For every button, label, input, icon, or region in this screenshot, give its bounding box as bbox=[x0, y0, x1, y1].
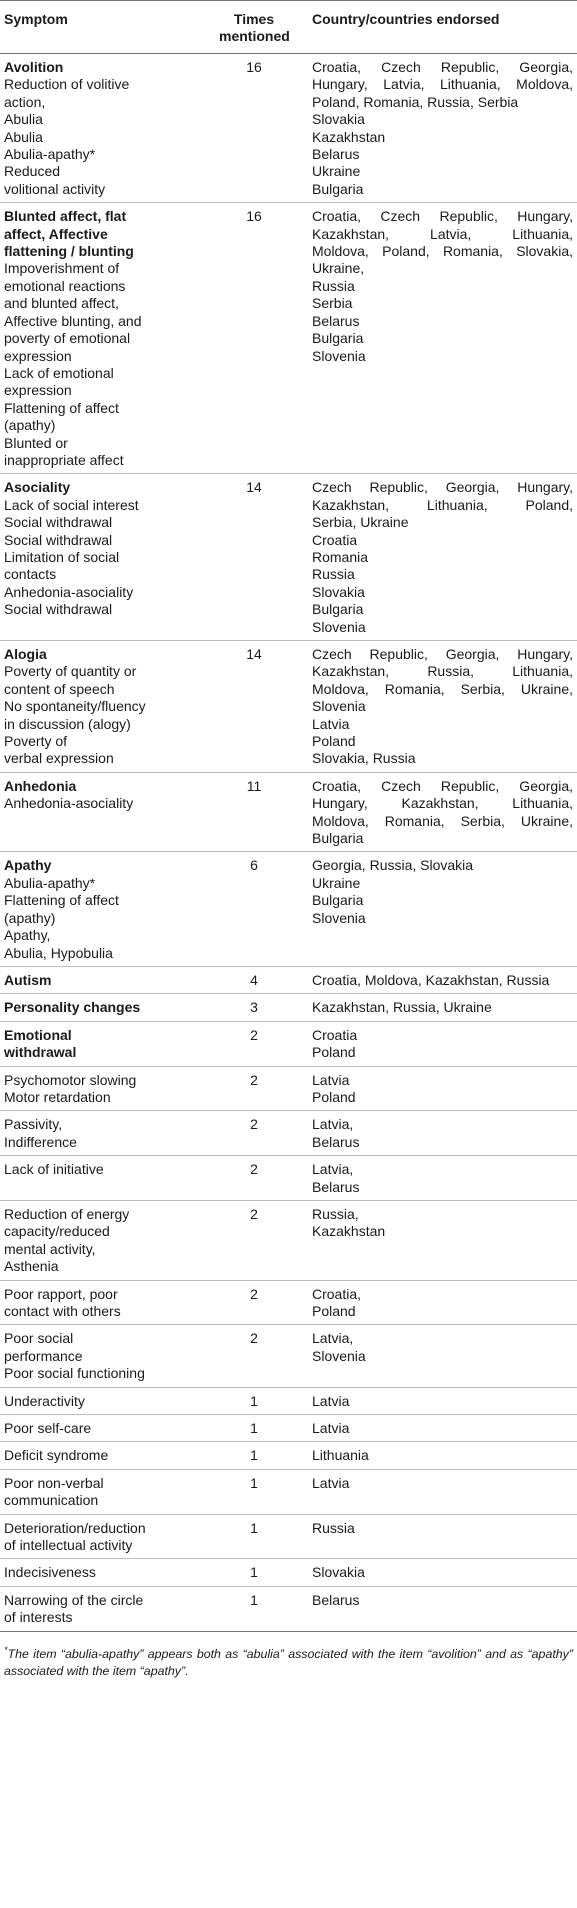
cell-countries bbox=[308, 852, 577, 966]
symptom-variant: volitional activity bbox=[4, 180, 106, 197]
cell-symptom bbox=[0, 1586, 200, 1631]
header-times-mentioned-text: Times mentioned bbox=[219, 11, 290, 44]
symptom-variant: expression bbox=[4, 347, 72, 364]
symptom-variant: inappropriate affect bbox=[4, 451, 124, 468]
cell-countries bbox=[308, 641, 577, 773]
country-line: Croatia bbox=[312, 531, 358, 548]
cell-countries bbox=[308, 966, 577, 993]
cell-countries bbox=[308, 1469, 577, 1514]
cell-times-mentioned: 2 bbox=[200, 1066, 308, 1111]
table-row bbox=[0, 994, 577, 1021]
table-row bbox=[0, 1325, 577, 1387]
cell-countries bbox=[308, 1415, 577, 1442]
cell-symptom bbox=[0, 1156, 200, 1201]
symptom-variant: Indecisiveness bbox=[4, 1564, 96, 1581]
cell-countries bbox=[308, 1514, 577, 1559]
symptom-heading: Apathy bbox=[4, 857, 52, 874]
country-line: Slovenia bbox=[312, 909, 366, 926]
symptom-variant: of interests bbox=[4, 1609, 73, 1626]
cell-countries bbox=[308, 474, 577, 641]
table-row bbox=[0, 966, 577, 993]
country-line: Moldova, Romania, Serbia, Ukraine, bbox=[312, 812, 573, 829]
symptom-variant: Asthenia bbox=[4, 1258, 59, 1275]
symptom-variant: Deficit syndrome bbox=[4, 1447, 109, 1464]
country-line: Croatia, bbox=[312, 1285, 362, 1302]
cell-symptom bbox=[0, 1415, 200, 1442]
cell-symptom bbox=[0, 1200, 200, 1280]
country-line: Serbia bbox=[312, 295, 353, 312]
country-line: Croatia, Czech Republic, Georgia, bbox=[312, 777, 573, 794]
country-line: Bulgaria bbox=[312, 180, 364, 197]
symptom-heading: Anhedonia bbox=[4, 777, 77, 794]
cell-symptom bbox=[0, 966, 200, 993]
cell-countries bbox=[308, 1111, 577, 1156]
country-line: Czech Republic, Georgia, Hungary, bbox=[312, 646, 573, 662]
country-line: Belarus bbox=[312, 1591, 360, 1608]
footnote-marker: * bbox=[4, 1644, 8, 1655]
symptom-variant: Underactivity bbox=[4, 1392, 85, 1409]
cell-times-mentioned: 14 bbox=[200, 474, 308, 641]
country-line: Slovenia bbox=[312, 1347, 366, 1364]
symptom-variant: Abulia bbox=[4, 111, 43, 128]
country-line: Croatia, Moldova, Kazakhstan, Russia bbox=[312, 971, 550, 988]
symptom-variant: capacity/reduced bbox=[4, 1223, 110, 1240]
table-row bbox=[0, 1586, 577, 1631]
cell-countries bbox=[308, 1559, 577, 1586]
table-row bbox=[0, 1280, 577, 1325]
symptom-variant: emotional reactions bbox=[4, 277, 126, 294]
symptom-variant: Poor social bbox=[4, 1330, 74, 1347]
header-row bbox=[0, 1, 577, 54]
cell-countries bbox=[308, 1200, 577, 1280]
country-line: Ukraine bbox=[312, 874, 361, 891]
cell-times-mentioned: 2 bbox=[200, 1325, 308, 1387]
symptom-heading: Autism bbox=[4, 971, 52, 988]
symptom-variant: Abulia bbox=[4, 128, 43, 145]
table-row bbox=[0, 1387, 577, 1414]
table-row bbox=[0, 641, 577, 773]
cell-symptom bbox=[0, 1559, 200, 1586]
cell-times-mentioned: 2 bbox=[200, 1280, 308, 1325]
cell-times-mentioned: 2 bbox=[200, 1111, 308, 1156]
symptom-variant: No spontaneity/fluency bbox=[4, 698, 146, 715]
country-line: Kazakhstan bbox=[312, 128, 386, 145]
symptom-variant: Lack of emotional bbox=[4, 364, 114, 381]
table-row bbox=[0, 1111, 577, 1156]
country-line: Latvia, bbox=[312, 1116, 354, 1133]
country-line: Hungary, Latvia, Lithuania, Moldova, bbox=[312, 76, 573, 93]
country-line: Croatia bbox=[312, 1026, 358, 1043]
cell-times-mentioned: 2 bbox=[200, 1200, 308, 1280]
country-line: Russia bbox=[312, 277, 355, 294]
country-line: Moldova, Romania, Serbia, Ukraine, bbox=[312, 680, 573, 697]
symptom-variant: Reduction of volitive bbox=[4, 76, 130, 93]
table-row bbox=[0, 1021, 577, 1066]
country-line: Slovenia bbox=[312, 347, 366, 364]
symptom-variant: mental activity, bbox=[4, 1240, 96, 1257]
country-line: Ukraine bbox=[312, 163, 361, 180]
country-line: Slovakia bbox=[312, 1564, 365, 1581]
symptom-variant: Limitation of social bbox=[4, 548, 120, 565]
country-line: Slovenia bbox=[312, 698, 366, 715]
table-row bbox=[0, 852, 577, 966]
country-line: Romania bbox=[312, 548, 369, 565]
country-line: Poland bbox=[312, 1303, 356, 1319]
footnote-text: The item “abulia-apathy” appears both as “abulia” associated with the item “avolition” and as “apathy” associated with the item “apathy”. bbox=[4, 1646, 573, 1678]
symptom-heading: Avolition bbox=[4, 59, 64, 75]
cell-times-mentioned: 2 bbox=[200, 1156, 308, 1201]
country-line: Kazakhstan, Latvia, Lithuania, bbox=[312, 225, 573, 242]
country-line: Georgia, Russia, Slovakia bbox=[312, 857, 474, 874]
country-line: Poland, Romania, Russia, Serbia bbox=[312, 93, 519, 110]
cell-countries bbox=[308, 1586, 577, 1631]
symptom-variant: Lack of initiative bbox=[4, 1161, 104, 1178]
country-line: Slovakia, Russia bbox=[312, 750, 416, 767]
symptom-variant: Social withdrawal bbox=[4, 514, 113, 531]
symptom-variant: Narrowing of the circle bbox=[4, 1591, 144, 1608]
cell-times-mentioned: 11 bbox=[200, 772, 308, 852]
cell-symptom bbox=[0, 1280, 200, 1325]
cell-countries bbox=[308, 1387, 577, 1414]
header-times-mentioned bbox=[200, 1, 308, 54]
country-line: Latvia, bbox=[312, 1330, 354, 1347]
country-line: Croatia, Czech Republic, Hungary, bbox=[312, 208, 573, 225]
country-line: Kazakhstan bbox=[312, 1223, 386, 1240]
symptom-variant: Social withdrawal bbox=[4, 531, 113, 548]
symptom-variant: (apathy) bbox=[4, 909, 56, 926]
table-row bbox=[0, 203, 577, 474]
cell-symptom bbox=[0, 1469, 200, 1514]
symptom-variant: action, bbox=[4, 93, 46, 110]
symptom-variant: contacts bbox=[4, 566, 57, 583]
symptom-variant: Indifference bbox=[4, 1133, 77, 1150]
cell-times-mentioned: 1 bbox=[200, 1387, 308, 1414]
country-line: Croatia, Czech Republic, Georgia, bbox=[312, 59, 573, 75]
cell-countries bbox=[308, 1066, 577, 1111]
symptom-variant: contact with others bbox=[4, 1303, 121, 1319]
symptom-variant: verbal expression bbox=[4, 750, 114, 767]
symptom-heading: affect, Affective bbox=[4, 225, 108, 242]
symptom-variant: Psychomotor slowing bbox=[4, 1071, 137, 1088]
symptom-variant: Poverty of bbox=[4, 733, 68, 750]
cell-symptom bbox=[0, 1325, 200, 1387]
cell-times-mentioned: 16 bbox=[200, 203, 308, 474]
cell-symptom bbox=[0, 474, 200, 641]
country-line: Lithuania bbox=[312, 1447, 369, 1464]
symptom-variant: Flattening of affect bbox=[4, 399, 119, 416]
cell-symptom bbox=[0, 1442, 200, 1469]
symptom-heading: Alogia bbox=[4, 646, 47, 662]
country-line: Slovakia bbox=[312, 583, 365, 600]
table-header bbox=[0, 1, 577, 54]
country-line: Russia, bbox=[312, 1205, 359, 1222]
cell-countries bbox=[308, 1442, 577, 1469]
symptom-variant: Abulia-apathy* bbox=[4, 146, 96, 163]
symptom-variant: Flattening of affect bbox=[4, 892, 119, 909]
country-line: Kazakhstan, Russia, Ukraine bbox=[312, 999, 492, 1016]
cell-symptom bbox=[0, 1111, 200, 1156]
cell-times-mentioned: 4 bbox=[200, 966, 308, 993]
table-row bbox=[0, 1514, 577, 1559]
country-line: Bulgaria bbox=[312, 330, 364, 347]
symptom-variant: poverty of emotional bbox=[4, 330, 131, 347]
symptom-variant: (apathy) bbox=[4, 417, 56, 434]
symptom-variant: of intellectual activity bbox=[4, 1537, 133, 1554]
cell-times-mentioned: 1 bbox=[200, 1415, 308, 1442]
cell-times-mentioned: 1 bbox=[200, 1559, 308, 1586]
table-row bbox=[0, 1442, 577, 1469]
country-line: Bulgaria bbox=[312, 601, 364, 618]
symptom-variant: in discussion (alogy) bbox=[4, 715, 131, 732]
country-line: Russia bbox=[312, 1519, 355, 1536]
cell-countries bbox=[308, 203, 577, 474]
cell-symptom bbox=[0, 1514, 200, 1559]
cell-countries bbox=[308, 1280, 577, 1325]
table-row bbox=[0, 1200, 577, 1280]
table-row bbox=[0, 1066, 577, 1111]
table-row bbox=[0, 1469, 577, 1514]
country-line: Belarus bbox=[312, 312, 360, 329]
country-line: Czech Republic, Georgia, Hungary, bbox=[312, 479, 573, 496]
country-line: Slovakia bbox=[312, 111, 365, 128]
country-line: Poland bbox=[312, 733, 356, 750]
country-line: Serbia, Ukraine bbox=[312, 514, 409, 531]
country-line: Latvia bbox=[312, 1071, 350, 1088]
table-body bbox=[0, 54, 577, 1632]
symptom-variant: Poor non-verbal bbox=[4, 1474, 104, 1491]
cell-countries bbox=[308, 1325, 577, 1387]
symptom-variant: Anhedonia-asociality bbox=[4, 795, 134, 812]
country-line: Moldova, Poland, Romania, Slovakia, bbox=[312, 243, 573, 260]
symptom-variant: Poor social functioning bbox=[4, 1365, 145, 1382]
table-footnote bbox=[0, 1632, 577, 1680]
country-line: Poland bbox=[312, 1044, 356, 1061]
table-row bbox=[0, 772, 577, 852]
header-countries: Country/countries endorsed bbox=[308, 1, 577, 54]
table-row bbox=[0, 1415, 577, 1442]
country-line: Latvia bbox=[312, 715, 350, 732]
symptom-heading: Personality changes bbox=[4, 999, 141, 1016]
country-line: Slovenia bbox=[312, 618, 366, 635]
table-row bbox=[0, 54, 577, 203]
symptom-variant: expression bbox=[4, 382, 72, 399]
cell-times-mentioned: 16 bbox=[200, 54, 308, 203]
cell-countries bbox=[308, 54, 577, 203]
symptom-variant: Poor rapport, poor bbox=[4, 1285, 118, 1302]
cell-times-mentioned: 1 bbox=[200, 1442, 308, 1469]
country-line: Belarus bbox=[312, 1178, 360, 1195]
symptom-variant: Affective blunting, and bbox=[4, 312, 142, 329]
cell-times-mentioned: 3 bbox=[200, 994, 308, 1021]
cell-symptom bbox=[0, 203, 200, 474]
symptom-heading: flattening / blunting bbox=[4, 243, 134, 260]
symptom-variant: Impoverishment of bbox=[4, 260, 120, 277]
country-line: Ukraine, bbox=[312, 260, 365, 277]
symptom-variant: Abulia, Hypobulia bbox=[4, 944, 113, 961]
country-line: Hungary, Kazakhstan, Lithuania, bbox=[312, 795, 573, 812]
symptom-variant: Anhedonia-asociality bbox=[4, 583, 134, 600]
symptom-variant: Blunted or bbox=[4, 434, 68, 451]
cell-symptom bbox=[0, 1387, 200, 1414]
symptom-variant: Passivity, bbox=[4, 1116, 63, 1133]
country-line: Kazakhstan, Lithuania, Poland, bbox=[312, 496, 573, 513]
cell-symptom bbox=[0, 1066, 200, 1111]
header-symptom: Symptom bbox=[0, 1, 200, 54]
country-line: Latvia bbox=[312, 1420, 350, 1437]
cell-symptom bbox=[0, 852, 200, 966]
symptom-variant: Abulia-apathy* bbox=[4, 874, 96, 891]
cell-times-mentioned: 1 bbox=[200, 1469, 308, 1514]
country-line: Bulgaria bbox=[312, 892, 364, 909]
cell-countries bbox=[308, 994, 577, 1021]
cell-symptom bbox=[0, 641, 200, 773]
symptom-variant: performance bbox=[4, 1347, 83, 1364]
country-line: Latvia, bbox=[312, 1161, 354, 1178]
country-line: Russia bbox=[312, 566, 355, 583]
country-line: Kazakhstan, Russia, Lithuania, bbox=[312, 663, 573, 680]
table-row bbox=[0, 474, 577, 641]
symptom-heading: Blunted affect, flat bbox=[4, 208, 127, 225]
cell-times-mentioned: 2 bbox=[200, 1021, 308, 1066]
cell-symptom bbox=[0, 994, 200, 1021]
symptom-variant: Apathy, bbox=[4, 927, 51, 944]
symptom-heading: Asociality bbox=[4, 479, 71, 496]
cell-symptom bbox=[0, 772, 200, 852]
cell-symptom bbox=[0, 1021, 200, 1066]
cell-symptom bbox=[0, 54, 200, 203]
symptom-heading: Emotional bbox=[4, 1026, 72, 1043]
cell-countries bbox=[308, 1156, 577, 1201]
symptom-variant: Deterioration/reduction bbox=[4, 1519, 146, 1536]
country-line: Belarus bbox=[312, 1133, 360, 1150]
symptom-variant: Poverty of quantity or bbox=[4, 663, 137, 680]
country-line: Latvia bbox=[312, 1392, 350, 1409]
country-line: Belarus bbox=[312, 146, 360, 163]
symptom-variant: and blunted affect, bbox=[4, 295, 119, 312]
country-line: Poland bbox=[312, 1088, 356, 1105]
country-line: Latvia bbox=[312, 1474, 350, 1491]
symptom-variant: Poor self-care bbox=[4, 1420, 92, 1437]
symptom-variant: Motor retardation bbox=[4, 1088, 111, 1105]
symptom-variant: Lack of social interest bbox=[4, 496, 139, 513]
table-row bbox=[0, 1156, 577, 1201]
symptom-variant: communication bbox=[4, 1492, 99, 1509]
symptom-heading: withdrawal bbox=[4, 1044, 77, 1061]
cell-times-mentioned: 1 bbox=[200, 1586, 308, 1631]
cell-times-mentioned: 6 bbox=[200, 852, 308, 966]
cell-times-mentioned: 1 bbox=[200, 1514, 308, 1559]
symptom-variant: Reduced bbox=[4, 163, 61, 180]
cell-times-mentioned: 14 bbox=[200, 641, 308, 773]
symptom-variant: content of speech bbox=[4, 680, 115, 697]
symptom-variant: Social withdrawal bbox=[4, 601, 113, 618]
cell-countries bbox=[308, 1021, 577, 1066]
table-row bbox=[0, 1559, 577, 1586]
cell-countries bbox=[308, 772, 577, 852]
symptom-variant: Reduction of energy bbox=[4, 1205, 130, 1222]
country-line: Bulgaria bbox=[312, 830, 364, 847]
